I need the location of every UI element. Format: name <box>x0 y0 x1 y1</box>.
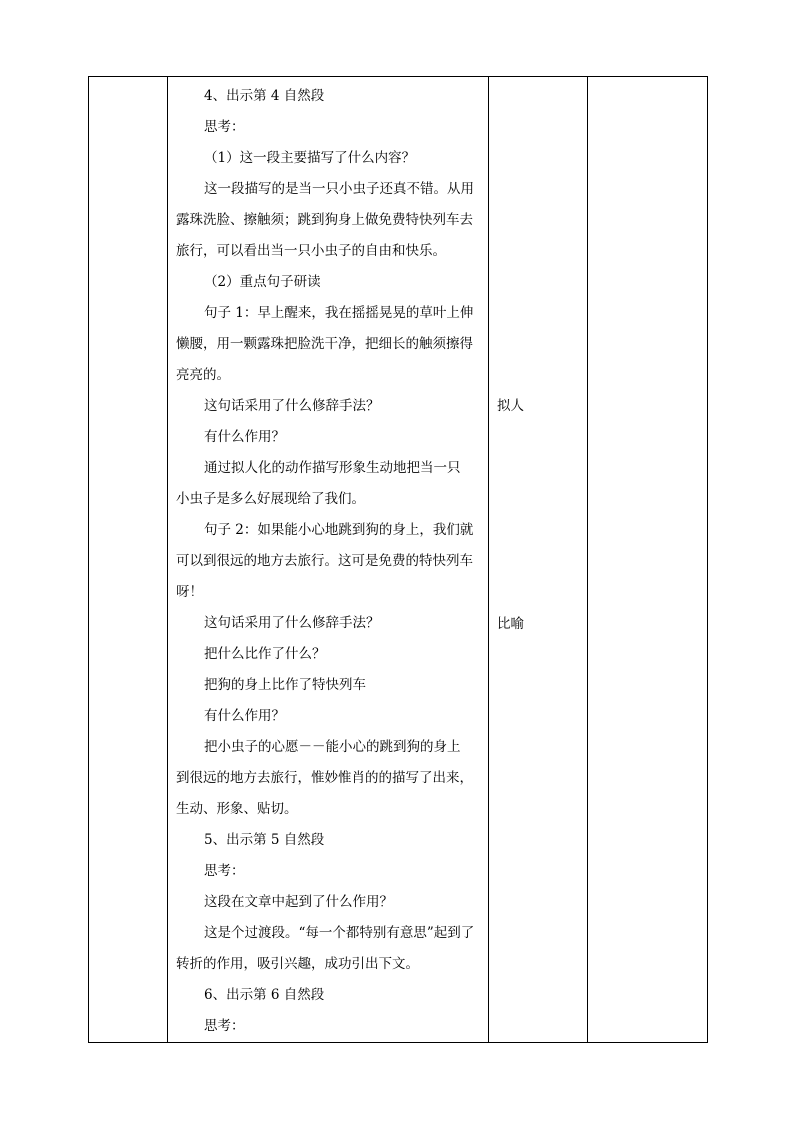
content-line: 可以到很远的地方去旅行。这可是免费的特快列车 <box>176 553 473 569</box>
blank-left-cell <box>89 77 168 1043</box>
content-line: 这一段描写的是当一只小虫子还真不错。从用 <box>204 181 474 197</box>
content-line: 句子 1：早上醒来，我在摇摇晃晃的草叶上伸 <box>204 305 474 321</box>
content-line: 这句话采用了什么修辞手法？ <box>204 615 380 631</box>
content-line: 句子 2：如果能小心地跳到狗的身上，我们就 <box>204 522 474 538</box>
content-line: 有什么作用？ <box>204 429 285 445</box>
content-line: 露珠洗脸、擦触须；跳到狗身上做免费特快列车去 <box>176 212 473 228</box>
content-line: 思考： <box>204 119 245 135</box>
content-line: 转折的作用，吸引兴趣，成功引出下文。 <box>176 956 419 972</box>
content-line: 把小虫子的心愿－－能小心的跳到狗的身上 <box>204 739 461 755</box>
content-line: 亮亮的。 <box>176 367 230 383</box>
content-line: 把什么比作了什么？ <box>204 646 326 662</box>
content-line: 通过拟人化的动作描写形象生动地把当一只 <box>204 460 461 476</box>
content-line: 到很远的地方去旅行，惟妙惟肖的的描写了出来， <box>176 770 473 786</box>
content-line: 懒腰，用一颗露珠把脸洗干净，把细长的触须擦得 <box>176 336 473 352</box>
blank-right-cell <box>588 77 708 1043</box>
content-line: 生动、形象、贴切。 <box>176 801 298 817</box>
teaching-content-cell <box>168 77 489 1043</box>
content-line: 思考： <box>204 863 245 879</box>
content-line: 这句话采用了什么修辞手法？ <box>204 398 380 414</box>
content-line: 这是个过渡段。“每一个都特别有意思”起到了 <box>204 925 475 941</box>
content-line: 把狗的身上比作了特快列车 <box>204 677 366 693</box>
content-line: 这段在文章中起到了什么作用？ <box>204 894 393 910</box>
content-line: （2）重点句子研读 <box>204 274 321 290</box>
content-line: 有什么作用？ <box>204 708 285 724</box>
teaching-content <box>168 77 488 1042</box>
content-line: （1）这一段主要描写了什么内容？ <box>204 150 416 166</box>
notes-cell <box>489 77 588 1043</box>
lesson-plan-table <box>88 76 708 1043</box>
content-line: 小虫子是多么好展现给了我们。 <box>176 491 365 507</box>
content-line: 旅行，可以看出当一只小虫子的自由和快乐。 <box>176 243 446 259</box>
note-metaphor: 比喻 <box>497 616 524 632</box>
note-personification: 拟人 <box>497 398 524 414</box>
content-line: 6、出示第 6 自然段 <box>204 987 325 1003</box>
table-row <box>89 77 708 1043</box>
content-line: 5、出示第 5 自然段 <box>204 832 325 848</box>
content-line: 4、出示第 4 自然段 <box>204 88 325 104</box>
content-line: 呀！ <box>176 584 203 600</box>
content-line: 思考： <box>204 1018 245 1034</box>
